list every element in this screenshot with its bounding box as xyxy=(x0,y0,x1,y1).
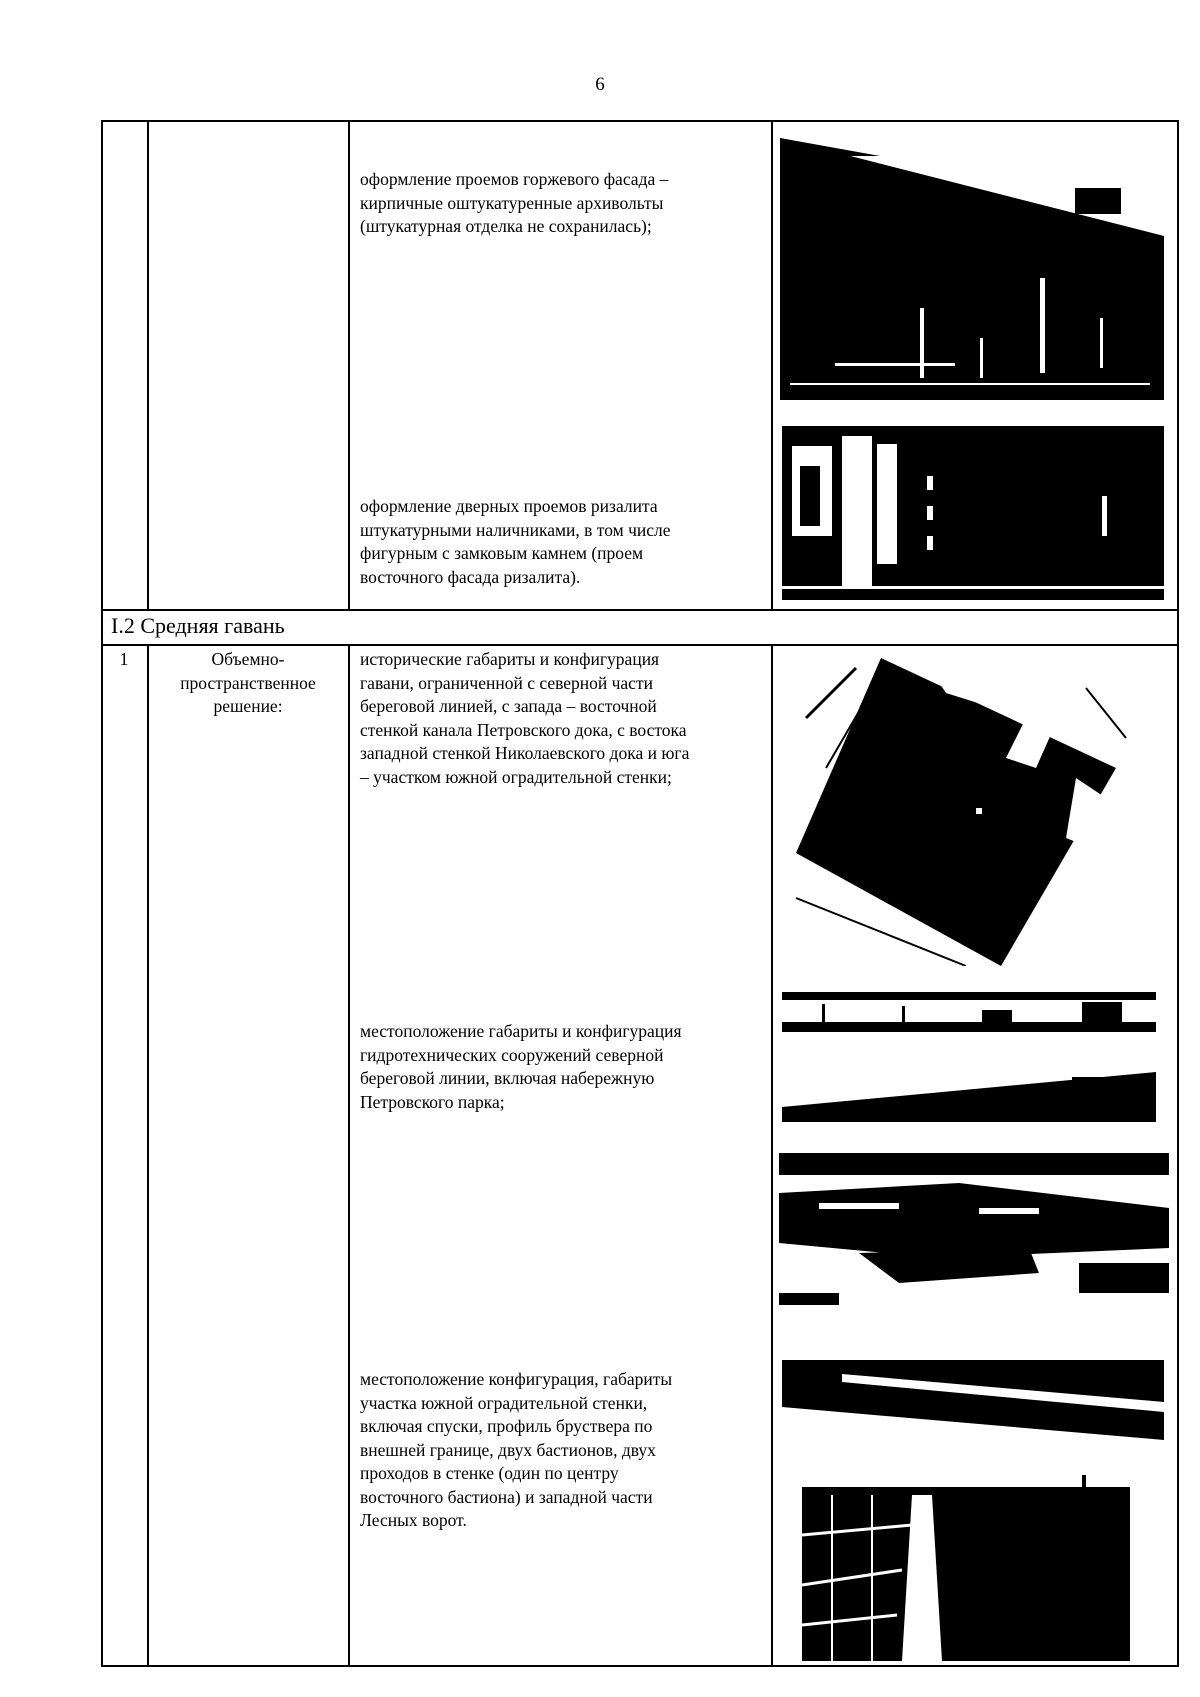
section-top-border xyxy=(101,609,1179,611)
wall-photo xyxy=(782,1352,1164,1455)
aerial-harbor-photo xyxy=(786,648,1140,966)
facade-photo xyxy=(780,138,1164,400)
column-divider-1-lower xyxy=(147,644,149,1666)
door-photo xyxy=(782,426,1164,600)
column-divider-2-lower xyxy=(348,644,350,1666)
column-divider-3-lower xyxy=(771,644,773,1666)
item-number: 1 xyxy=(119,649,129,669)
column-divider-2-upper xyxy=(348,120,350,610)
entry-text-2: местоположение габариты и конфигурация гидротехнических сооружений северной береговой линии, включая набережную Петровского парка; xyxy=(360,1021,682,1112)
table-top-border xyxy=(101,120,1179,122)
page-number: 6 xyxy=(595,74,605,95)
row-text-1: оформление проемов горжевого фасада – кирпичные оштукатуренные архивольты (штукатурная отделка не сохранилась); xyxy=(360,169,669,236)
item-category: Объемно- пространственное решение: xyxy=(180,649,316,716)
table-bottom-border xyxy=(101,1665,1179,1667)
section-title: I.2 Средняя гавань xyxy=(111,613,285,638)
shoreline-photo xyxy=(779,1153,1169,1317)
row-text-2: оформление дверных проемов ризалита штукатурными наличниками, в том числе фигурным с замковым камнем (проем восточного фасада ризалита). xyxy=(360,496,671,587)
pier-photo xyxy=(802,1475,1130,1661)
entry-text-1: исторические габариты и конфигурация гавани, ограниченной с северной части береговой линией, с запада – восточной стенкой канала Петровского дока, с востока западной стенкой Николаевского дока и юга – участком южной оградительной стенки; xyxy=(360,649,690,787)
embankment-photo xyxy=(782,992,1156,1122)
entry-text-3: местоположение конфигурация, габариты участка южной оградительной стенки, включая спуски, профиль бруствера по внешней границе, двух бастионов, двух проходов в стенке (один по центру восточного бастиона) и западной части Лесных ворот. xyxy=(360,1369,673,1530)
column-divider-1-upper xyxy=(147,120,149,610)
column-divider-3-upper xyxy=(771,120,773,610)
table-right-border xyxy=(1177,120,1179,1667)
table-left-border xyxy=(101,120,103,1667)
section-bottom-border xyxy=(101,644,1179,646)
